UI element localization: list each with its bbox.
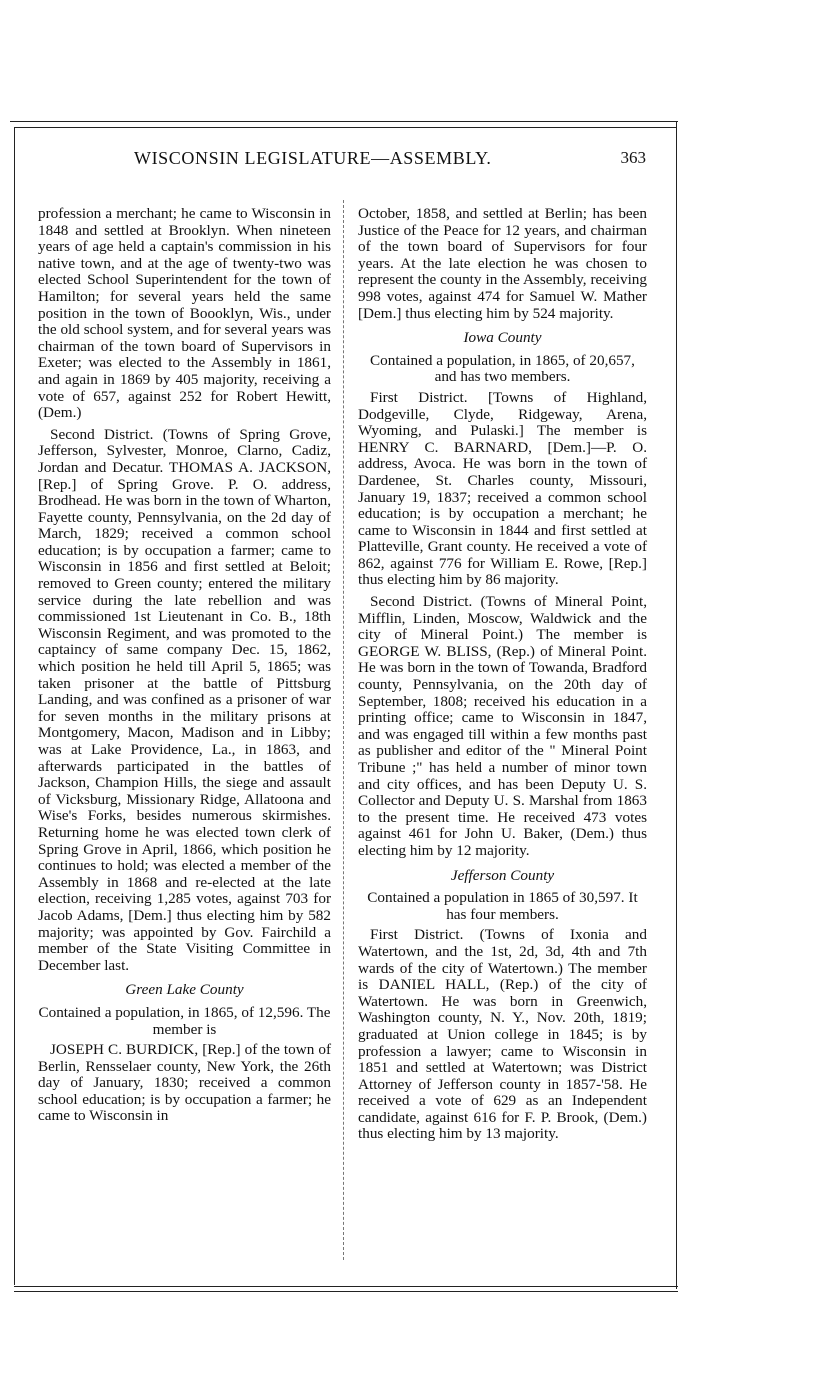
- paragraph: October, 1858, and settled at Berlin; has been Justice of the Peace for 12 years, and chairman of the town board of Supervisors for four years. At the late election he was chosen to represent the county in the Assembly, receiving 998 votes, against 474 for Samuel W. Mather [Dem.] thus electing him by 524 majority.: [358, 205, 647, 322]
- population-line: Contained a population in 1865 of 30,597. It has four members.: [367, 889, 638, 923]
- paragraph: profession a merchant; he came to Wisconsin in 1848 and settled at Brooklyn. When nineteen years of age held a captain's commission in his native town, and at the age of twenty-two was elected School Superintendent for the town of Hamilton; for several years held the same position in the town of Boooklyn, Wis., under the old school system, and for several years was chairman of the town board of Supervisors in Exeter; was elected to the Assembly in 1861, and again in 1869 by 405 majority, receiving a vote of 657, against 252 for Robert Hewitt, (Dem.): [38, 205, 331, 422]
- top-rule-inner: [14, 127, 676, 128]
- left-border: [14, 127, 15, 1285]
- population-line: Contained a population, in 1865, of 12,596. The member is: [38, 1003, 331, 1038]
- paragraph: First District. (Towns of Ixonia and Watertown, and the 1st, 2d, 3d, 4th and 7th wards of the city of Watertown.) The member is DANIEL HALL, (Rep.) of the city of Watertown. He was born in Greenwich, Washington county, N. Y., Nov. 20th, 1819; graduated at Union college in 1845; is by profession a lawyer; came to Wisconsin in 1851 and settled at Watertown; was District Attorney of Jefferson county in 1857-'58. He received a vote of 629 as an Independent candidate, against 616 for F. P. Brook, (Dem.) thus electing him by 13 majority.: [358, 926, 647, 1143]
- county-heading: Jefferson County: [450, 866, 555, 884]
- county-heading: Iowa County: [463, 329, 542, 347]
- page-number: 363: [620, 148, 646, 167]
- top-rule: [10, 121, 678, 122]
- right-column: [358, 206, 647, 1148]
- paragraph: Second District. (Towns of Spring Grove, Jefferson, Sylvester, Monroe, Clarno, Cadiz, Jordan and Decatur. THOMAS A. JACKSON, [Rep.] of Spring Grove. P. O. address, Brodhead. He was born in the town of Wharton, Fayette county, Pennsylvania, on the 2d day of March, 1829; received a common school education; is by occupation a farmer; came to Wisconsin in 1856 and first settled at Beloit; removed to Green county; entered the military service during the late rebellion and was commissioned 1st Lieutenant in Co. B., 18th Wisconsin Regiment, and was promoted to the captaincy of same company Dec. 15, 1862, which position he held till April 5, 1865; was taken prisoner at the battle of Pittsburg Landing, and was confined as a prisoner of war for seven months in the military prisons at Montgomery, Macon, Madison and in Libby; was at Lake Providence, La., in 1863, and afterwards participated in the battles of Jackson, Champion Hills, the siege and assault of Vicksburg, Missionary Ridge, Allatoona and Wise's Forks, besides numerous skirmishes. Returning home he was elected town clerk of Spring Grove in April, 1866, which position he continues to hold; was elected a member of the Assembly in 1868 and re-elected at the late election, receiving 1,285 votes, against 703 for Jacob Adams, [Dem.] thus electing him by 582 majority; was appointed by Gov. Fairchild a member of the State Visiting Committee in December last.: [38, 425, 331, 974]
- bottom-rule: [14, 1291, 678, 1292]
- page-title: WISCONSIN LEGISLATURE—ASSEMBLY.: [134, 148, 492, 168]
- left-column: [38, 206, 331, 1130]
- column-divider: [343, 200, 344, 1260]
- paragraph: Second District. (Towns of Mineral Point, Mifflin, Linden, Moscow, Waldwick and the city of Mineral Point.) The member is GEORGE W. BLISS, (Rep.) of Mineral Point. He was born in the town of Towanda, Bradford county, Pennsylvania, on the 20th day of September, 1808; received his education in a printing office; came to Wisconsin in 1847, and was engaged till within a few months past as publisher and editor of the " Mineral Point Tribune ;" has held a number of minor town and city offices, and has been Deputy U. S. Collector and Deputy U. S. Marshal from 1863 to the present time. He received 473 votes against 461 for John U. Baker, (Dem.) thus electing him by 12 majority.: [358, 593, 647, 859]
- right-border: [676, 121, 677, 1289]
- population-line: Contained a population, in 1865, of 20,657, and has two members.: [370, 351, 635, 386]
- paragraph: JOSEPH C. BURDICK, [Rep.] of the town of Berlin, Rensselaer county, New York, the 26th day of January, 1830; received a common school education; is by occupation a farmer; he came to Wisconsin in: [38, 1041, 331, 1125]
- bottom-rule-inner: [14, 1286, 678, 1287]
- paragraph: First District. [Towns of Highland, Dodgeville, Clyde, Ridgeway, Arena, Wyoming, and Pulaski.] The member is HENRY C. BARNARD, [Dem.]—P. O. address, Avoca. He was born in the town of Dardenee, St. Charles county, Missouri, January 19, 1837; received a common school education; is by occupation a merchant; he came to Wisconsin in 1844 and first settled at Platteville, Grant county. He received a vote of 862, against 776 for William E. Rowe, [Rep.] thus electing him by 86 majority.: [358, 388, 647, 589]
- county-heading: Green Lake County: [125, 981, 244, 999]
- running-header: [30, 148, 652, 172]
